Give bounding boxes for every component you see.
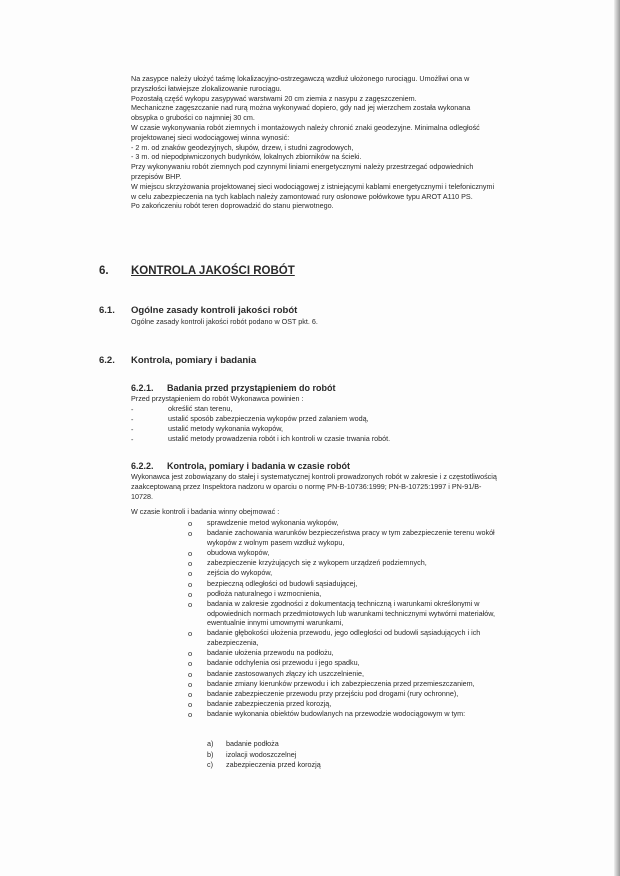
intro-line: W czasie wykonywania robót ziemnych i montażowych należy chronić znaki geodezyjne. Minimalna odległość [131,123,480,132]
section-6-2-title: Kontrola, pomiary i badania [131,355,257,366]
bullet-marker: o [188,569,193,579]
bullet-text: badanie zabezpieczenia przed korozją, [207,699,332,709]
bullet-marker: o [188,690,193,699]
bullet-text: obudowa wykopów, [207,548,270,557]
bullet-marker: o [188,669,193,679]
bullet-text: zabezpieczenie krzyżujących się z wykopem urządzeń podziemnych, [207,558,427,568]
sub-item: izolacji wodoszczelnej [226,749,297,759]
bullet-marker: o [188,659,193,669]
bullet-marker: o [188,559,193,569]
list-item: ustalić sposób zabezpieczenia wykopów przed zalaniem wodą, [168,414,369,423]
bullet-text: badania w zakresie zgodności z dokumentacją techniczną i warunkami określonymi w [207,599,480,608]
section-6-1-title: Ogólne zasady kontroli jakości robót [131,305,298,316]
page-edge-shadow [614,0,620,876]
bullet-marker: o [188,700,193,710]
bullet-marker: o [188,549,193,558]
intro-line: W miejscu skrzyżowania projektowanej sieci wodociągowej z istniejącymi kablami energetycznymi i telefonicznymi [131,181,495,191]
bullet-text: bezpieczną odległości od budowli sąsiadującej, [207,578,358,588]
paragraph-line: zaakceptowaną przez Inspektora nadzoru w oparciu o normę PN-B-10736:1999; PN-B-10725:1997 i PN-91/B- [131,482,482,491]
intro-line: przyszłości łatwiejsze zlokalizowanie rurociągu. [131,83,282,93]
bullet-marker: o [188,529,193,539]
bullet-marker: o [188,519,193,528]
bullet-text: badanie zabezpieczenie przewodu przy przejściu pod drogami (rury ochronne), [207,689,459,698]
intro-line: obsypka o grubości co najmniej 30 cm. [131,113,255,123]
section-6-2-number: 6.2. [99,355,115,366]
sub-letter: b) [207,749,214,759]
section-6-number: 6. [99,265,109,277]
intro-line: - 3 m. od niepodpiwniczonych budynków, lokalnych zbiorników na ścieki. [131,152,362,162]
sub-letter: a) [207,739,214,748]
bullet-text: odpowiednich normach przedmiotowych lub warunkami technicznymi wytwórni materiałów, [207,608,496,618]
intro-line: przepisów BHP. [131,172,182,181]
intro-line: Po zakończeniu robót teren doprowadzić do stanu pierwotnego. [131,201,334,211]
list-item: ustalić metody wykonania wykopów, [168,424,284,433]
bullet-text: wykopów z wolnym pasem wzdłuż wykopu, [207,537,345,547]
dash-marker: - [131,405,134,414]
intro-line: Mechaniczne zagęszczanie nad rurą można wykonywać dopiero, gdy nad jej wierzchem została wykonana [131,103,471,113]
bullet-text: badanie zachowania warunków bezpieczeństwa pracy w tym zabezpieczenie terenu wokół [207,528,495,538]
bullet-text: zejścia do wykopów, [207,568,273,578]
section-6-2-2-number: 6.2.2. [131,461,154,471]
sub-item: badanie podłoża [226,739,279,748]
section-6-2-2-lead: W czasie kontroli i badania winny obejmować : [131,507,280,516]
section-6-2-1-title: Badania przed przystąpieniem do robót [167,383,336,393]
bullet-marker: o [188,629,193,639]
section-6-title: KONTROLA JAKOŚCI ROBÓT [131,265,295,277]
bullet-text: podłoża naturalnego i wzmocnienia, [207,588,322,598]
section-6-2-1-number: 6.2.1. [131,383,154,393]
bullet-marker: o [188,710,193,720]
list-item: ustalić metody prowadzenia robót i ich kontroli w czasie trwania robót. [168,434,391,443]
bullet-text: ewentualnie innymi umownymi warunkami, [207,618,344,628]
bullet-text: sprawdzenie metod wykonania wykopów, [207,518,339,527]
dash-marker: - [131,415,134,424]
bullet-text: badanie głębokości ułożenia przewodu, jego odległości od budowli sąsiadujących i ich [207,628,481,638]
bullet-marker: o [188,600,193,609]
intro-line: Pozostałą część wykopu zasypywać warstwami 20 cm ziemia z nasypu z zagęszczeniem. [131,93,417,103]
section-6-1-text: Ogólne zasady kontroli jakości robót podano w OST pkt. 6. [131,317,318,326]
bullet-text: badanie wykonania obiektów budowlanych na przewodzie wodociągowym w tym: [207,709,466,719]
dash-marker: - [131,435,134,444]
intro-line: w celu zabezpieczenia na tych kablach należy zamontować rury osłonowe połówkowe typu AROT A110 PS. [131,191,473,201]
bullet-marker: o [188,579,193,589]
section-6-2-1-lead: Przed przystąpieniem do robót Wykonawca powinien : [131,394,304,403]
dash-marker: - [131,425,134,434]
sub-letter: c) [207,760,213,769]
bullet-text: badanie zmiany kierunków przewodu i ich zabezpieczenia przed przemieszczaniem, [207,678,475,688]
paragraph-line: 10728. [131,492,153,501]
sub-item: zabezpieczenia przed korozją [226,760,321,769]
intro-line: Przy wykonywaniu robót ziemnych pod czynnymi liniami energetycznymi należy przestrzegać odpowiednich [131,162,474,172]
list-item: określić stan terenu, [168,404,233,413]
intro-line: Na zasypce należy ułożyć taśmę lokalizacyjno-ostrzegawczą wzdłuż ułożonego rurociągu. Umożliwi ona w [131,74,470,83]
bullet-text: badanie ułożenia przewodu na podłożu, [207,648,334,658]
bullet-marker: o [188,649,193,659]
bullet-text: badanie zastosowanych złączy ich uszczelnienie, [207,668,365,678]
section-6-1-number: 6.1. [99,305,115,316]
bullet-text: badanie odchylenia osi przewodu i jego spadku, [207,658,360,668]
intro-line: projektowanej sieci wodociągowej winna wynosić: [131,132,290,142]
bullet-text: zabezpieczenia, [207,638,259,647]
bullet-marker: o [188,679,193,689]
paragraph-line: Wykonawca jest zobowiązany do stałej i systematycznej kontroli prowadzonych robót w zakresie i z częstotliwością [131,472,497,481]
bullet-marker: o [188,589,193,599]
section-6-2-2-title: Kontrola, pomiary i badania w czasie robót [167,461,351,471]
intro-line: - 2 m. od znaków geodezyjnych, słupów, drzew, i studni zagrodowych, [131,142,354,152]
